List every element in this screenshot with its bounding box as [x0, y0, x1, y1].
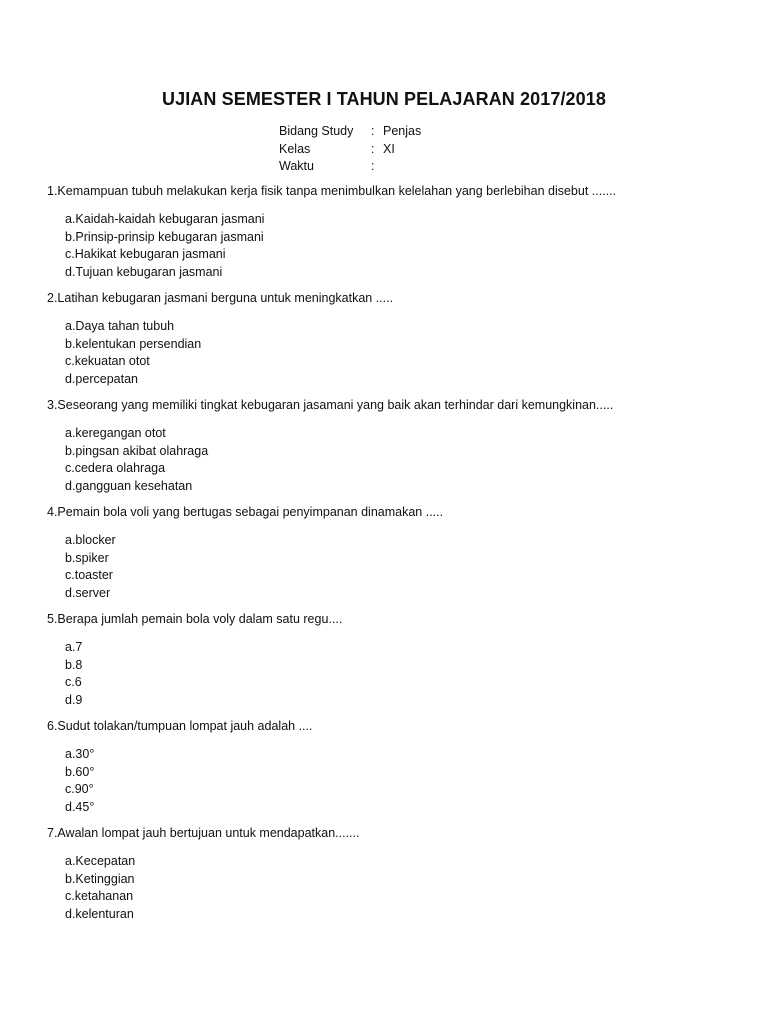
option-list	[47, 425, 747, 495]
question-text: 2.Latihan kebugaran jasmani berguna untuk meningkatkan .....	[47, 291, 394, 305]
question-1	[47, 182, 747, 281]
info-separator: :	[371, 124, 375, 138]
option-a: a.Daya tahan tubuh	[65, 319, 175, 333]
option-list	[47, 211, 747, 281]
info-label: Kelas	[279, 141, 311, 156]
option-b: b.Prinsip-prinsip kebugaran jasmani	[65, 229, 264, 244]
question-text: 6.Sudut tolakan/tumpuan lompat jauh adalah ....	[47, 719, 313, 733]
question-5	[47, 610, 747, 709]
question-4	[47, 503, 747, 602]
info-label: Waktu	[279, 159, 314, 173]
option-c: c.ketahanan	[65, 889, 134, 903]
question-list	[47, 182, 747, 931]
question-text: 7.Awalan lompat jauh bertujuan untuk mendapatkan.......	[47, 826, 360, 840]
option-b: b.kelentukan persendian	[65, 336, 202, 351]
option-list	[47, 853, 747, 923]
question-2	[47, 289, 747, 388]
question-6	[47, 717, 747, 816]
option-c: c.cedera olahraga	[65, 461, 166, 475]
option-a: a.7	[65, 640, 83, 654]
option-b: b.pingsan akibat olahraga	[65, 443, 209, 458]
option-a: a.Kaidah-kaidah kebugaran jasmani	[65, 212, 265, 226]
option-c: c.Hakikat kebugaran jasmani	[65, 247, 226, 261]
option-b: b.8	[65, 657, 83, 672]
option-c: c.6	[65, 675, 82, 689]
option-a: a.30°	[65, 747, 95, 761]
option-list	[47, 318, 747, 388]
info-value: XI	[383, 141, 395, 156]
info-value: Penjas	[383, 124, 422, 138]
info-row-subject	[279, 123, 421, 141]
option-d: d.9	[65, 692, 83, 707]
option-d: d.server	[65, 585, 111, 600]
option-d: d.gangguan kesehatan	[65, 478, 193, 493]
option-a: a.keregangan otot	[65, 426, 166, 440]
option-d: d.percepatan	[65, 371, 138, 386]
info-label: Bidang Study	[279, 124, 354, 138]
info-separator: :	[371, 141, 375, 156]
option-d: d.Tujuan kebugaran jasmani	[65, 264, 223, 279]
question-text: 3.Seseorang yang memiliki tingkat kebugaran jasamani yang baik akan terhindar dari kemungkinan.....	[47, 398, 614, 412]
info-separator: :	[371, 159, 375, 173]
option-d: d.45°	[65, 799, 95, 814]
question-text: 4.Pemain bola voli yang bertugas sebagai penyimpanan dinamakan .....	[47, 505, 444, 519]
option-b: b.Ketinggian	[65, 871, 135, 886]
info-row-class	[279, 141, 421, 159]
exam-info	[279, 123, 421, 176]
question-text: 1.Kemampuan tubuh melakukan kerja fisik tanpa menimbulkan kelelahan yang berlebihan disebut .......	[47, 184, 617, 198]
question-3	[47, 396, 747, 495]
question-text: 5.Berapa jumlah pemain bola voly dalam satu regu....	[47, 612, 343, 626]
option-b: b.spiker	[65, 550, 109, 565]
info-row-time	[279, 158, 421, 176]
option-b: b.60°	[65, 764, 95, 779]
option-c: c.toaster	[65, 568, 113, 582]
option-d: d.kelenturan	[65, 906, 134, 921]
option-a: a.Kecepatan	[65, 854, 136, 868]
question-7	[47, 824, 747, 923]
option-list	[47, 532, 747, 602]
option-c: c.90°	[65, 782, 94, 796]
option-list	[47, 639, 747, 709]
option-list	[47, 746, 747, 816]
option-a: a.blocker	[65, 533, 116, 547]
page-title: UJIAN SEMESTER I TAHUN PELAJARAN 2017/2018	[162, 89, 606, 109]
option-c: c.kekuatan otot	[65, 354, 150, 368]
